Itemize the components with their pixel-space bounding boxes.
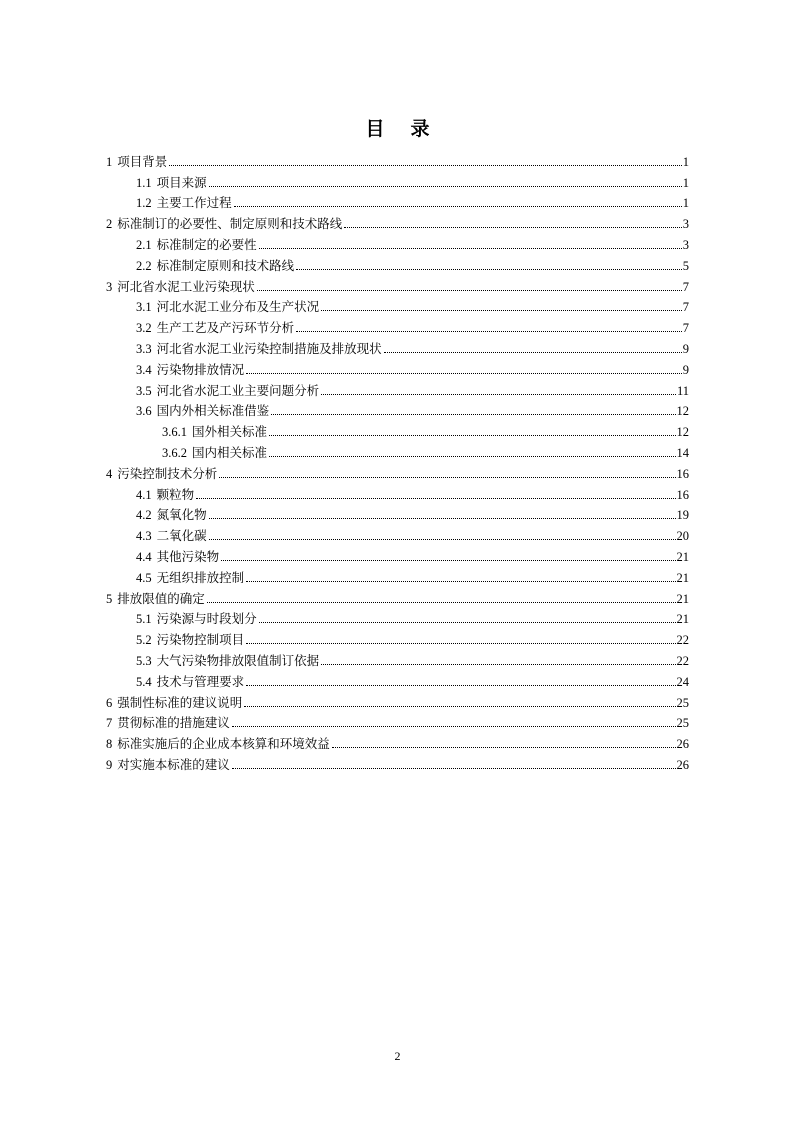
toc-entry-number: 3.6 — [136, 404, 152, 419]
toc-entry-label — [106, 154, 167, 170]
toc-entry[interactable] — [106, 607, 689, 628]
toc-entry-title: 大气污染物排放限值制订依据 — [156, 652, 320, 668]
toc-entry-number: 3 — [106, 279, 113, 294]
toc-entry-page: 5 — [682, 258, 689, 273]
dot-leader — [232, 725, 676, 727]
toc-entry-label — [136, 258, 294, 274]
toc-entry[interactable] — [106, 523, 689, 544]
toc-entry-page: 25 — [676, 716, 689, 731]
toc-entry-page: 7 — [682, 279, 689, 294]
toc-entry-page: 24 — [676, 674, 689, 689]
toc-entry-number: 8 — [106, 737, 113, 752]
toc-entry-page: 19 — [676, 508, 689, 523]
toc-entry-label — [136, 175, 207, 191]
dot-leader — [269, 455, 675, 457]
dot-leader — [332, 746, 676, 748]
toc-entry-number: 3.5 — [136, 383, 152, 398]
toc-entry-page: 1 — [682, 196, 689, 211]
toc-entry-title: 河北水泥工业分布及生产状况 — [156, 299, 320, 315]
toc-entry-number: 4.5 — [136, 570, 152, 585]
table-of-contents — [106, 149, 689, 773]
title-part-2: 录 — [410, 118, 430, 140]
toc-entry-label — [106, 695, 242, 711]
toc-entry-number: 5.4 — [136, 674, 152, 689]
toc-entry-title: 国内外相关标准借鉴 — [156, 403, 270, 419]
toc-entry-label — [136, 570, 244, 586]
toc-entry-title: 污染控制技术分析 — [117, 465, 218, 481]
toc-entry-number: 6 — [106, 695, 113, 710]
dot-leader — [196, 497, 675, 499]
toc-entry-label — [136, 320, 294, 336]
toc-entry-number: 2 — [106, 217, 113, 232]
toc-entry-number: 7 — [106, 716, 113, 731]
toc-entry-label — [106, 216, 342, 232]
toc-entry[interactable] — [106, 711, 689, 732]
toc-entry-label — [136, 653, 319, 669]
dot-leader — [209, 538, 676, 540]
toc-entry-title: 无组织排放控制 — [156, 569, 245, 585]
toc-entry-label — [106, 736, 330, 752]
toc-entry[interactable] — [106, 211, 689, 232]
toc-entry[interactable] — [106, 690, 689, 711]
toc-entry-page: 14 — [676, 445, 689, 460]
toc-entry-title: 二氧化碳 — [156, 528, 207, 544]
toc-entry-title: 标准实施后的企业成本核算和环境效益 — [117, 736, 330, 752]
toc-entry-page: 9 — [682, 341, 689, 356]
toc-entry-page: 3 — [682, 217, 689, 232]
toc-entry[interactable] — [106, 419, 689, 440]
toc-entry-number: 1.1 — [136, 175, 152, 190]
toc-entry-label — [136, 299, 319, 315]
toc-entry-title: 河北省水泥工业污染控制措施及排放现状 — [156, 340, 382, 356]
toc-entry-page: 7 — [682, 321, 689, 336]
dot-leader — [232, 767, 676, 769]
toc-entry-title: 污染物排放情况 — [156, 361, 245, 377]
toc-entry-page: 21 — [676, 549, 689, 564]
toc-entry[interactable] — [106, 544, 689, 565]
toc-entry-label — [136, 362, 244, 378]
toc-entry-title: 河北省水泥工业主要问题分析 — [156, 382, 320, 398]
dot-leader — [296, 330, 682, 332]
toc-entry[interactable] — [106, 336, 689, 357]
toc-entry[interactable] — [106, 274, 689, 295]
toc-entry-number: 3.6.2 — [162, 445, 187, 460]
toc-entry-title: 国外相关标准 — [192, 424, 268, 440]
toc-entry-label — [136, 487, 194, 503]
toc-entry[interactable] — [106, 170, 689, 191]
toc-entry-label — [106, 466, 217, 482]
toc-entry[interactable] — [106, 648, 689, 669]
toc-entry-label — [136, 195, 232, 211]
toc-entry-title: 对实施本标准的建议 — [117, 756, 230, 772]
toc-entry-number: 3.2 — [136, 321, 152, 336]
dot-leader — [384, 351, 682, 353]
toc-entry-label — [106, 279, 255, 295]
toc-entry[interactable] — [106, 357, 689, 378]
toc-entry-label — [136, 507, 207, 523]
toc-entry-number: 2.1 — [136, 237, 152, 252]
toc-entry-label — [136, 383, 319, 399]
toc-entry-label — [136, 632, 244, 648]
toc-entry-title: 国内相关标准 — [192, 444, 268, 460]
toc-entry[interactable] — [106, 482, 689, 503]
title-part-1: 目 — [365, 118, 385, 140]
toc-entry-title: 河北省水泥工业污染现状 — [117, 278, 255, 294]
dot-leader — [209, 517, 676, 519]
toc-entry[interactable] — [106, 565, 689, 586]
toc-entry-page: 3 — [682, 237, 689, 252]
toc-entry-label — [136, 549, 219, 565]
toc-entry-label — [136, 341, 382, 357]
toc-entry-page: 21 — [676, 591, 689, 606]
toc-entry-number: 9 — [106, 757, 113, 772]
toc-entry-page: 20 — [676, 529, 689, 544]
dot-leader — [221, 559, 675, 561]
toc-entry-label — [106, 757, 230, 773]
dot-leader — [259, 247, 682, 249]
dot-leader — [169, 164, 681, 166]
toc-entry-label — [136, 403, 269, 419]
toc-entry-label — [162, 424, 267, 440]
toc-entry-title: 项目背景 — [117, 153, 168, 169]
toc-entry[interactable] — [106, 440, 689, 461]
toc-entry[interactable] — [106, 669, 689, 690]
toc-entry[interactable] — [106, 253, 689, 274]
toc-entry-page: 16 — [676, 466, 689, 481]
toc-entry-page: 22 — [676, 633, 689, 648]
toc-entry[interactable] — [106, 399, 689, 420]
toc-entry-title: 主要工作过程 — [156, 195, 232, 211]
toc-entry-title: 强制性标准的建议说明 — [117, 694, 243, 710]
toc-entry-page: 7 — [682, 300, 689, 315]
toc-entry-label — [136, 611, 257, 627]
dot-leader — [296, 268, 682, 270]
toc-entry-number: 3.3 — [136, 341, 152, 356]
toc-entry[interactable] — [106, 378, 689, 399]
toc-entry-label — [136, 528, 207, 544]
toc-entry[interactable] — [106, 149, 689, 170]
toc-entry-page: 12 — [676, 404, 689, 419]
page-number: 2 — [394, 1049, 401, 1063]
toc-entry-title: 贯彻标准的措施建议 — [117, 715, 230, 731]
toc-entry-title: 污染源与时段划分 — [156, 611, 257, 627]
toc-entry-number: 1.2 — [136, 196, 152, 211]
toc-entry-page: 12 — [676, 425, 689, 440]
toc-entry-page: 26 — [676, 757, 689, 772]
dot-leader — [271, 413, 675, 415]
toc-entry-label — [136, 237, 257, 253]
dot-leader — [207, 601, 676, 603]
toc-entry-label — [106, 591, 205, 607]
dot-leader — [209, 185, 682, 187]
page-title — [0, 114, 795, 141]
toc-entry-number: 5.3 — [136, 653, 152, 668]
toc-entry-number: 4 — [106, 466, 113, 481]
toc-entry-label — [162, 445, 267, 461]
dot-leader — [244, 705, 675, 707]
toc-entry-title: 颗粒物 — [156, 486, 195, 502]
toc-entry-number: 1 — [106, 154, 113, 169]
toc-entry-title: 生产工艺及产污环节分析 — [156, 320, 295, 336]
dot-leader — [259, 621, 676, 623]
toc-entry-page: 22 — [676, 653, 689, 668]
toc-entry-number: 3.1 — [136, 300, 152, 315]
toc-entry-number: 3.6.1 — [162, 425, 187, 440]
toc-entry-number: 5.1 — [136, 612, 152, 627]
toc-entry-page: 21 — [676, 612, 689, 627]
toc-entry-number: 2.2 — [136, 258, 152, 273]
dot-leader — [219, 476, 675, 478]
toc-entry-title: 其他污染物 — [156, 548, 220, 564]
toc-entry-number: 5.2 — [136, 633, 152, 648]
dot-leader — [344, 226, 681, 228]
toc-entry-number: 4.4 — [136, 549, 152, 564]
dot-leader — [246, 580, 675, 582]
toc-entry-title: 氮氧化物 — [156, 507, 207, 523]
toc-entry-page: 1 — [682, 175, 689, 190]
toc-entry[interactable] — [106, 586, 689, 607]
toc-entry-page: 26 — [676, 737, 689, 752]
dot-leader — [321, 663, 675, 665]
toc-entry-page: 16 — [676, 487, 689, 502]
toc-entry-title: 标准制定的必要性 — [156, 236, 257, 252]
toc-entry[interactable] — [106, 232, 689, 253]
dot-leader — [321, 393, 676, 395]
toc-entry-label — [106, 715, 230, 731]
toc-entry[interactable] — [106, 315, 689, 336]
toc-entry-number: 3.4 — [136, 362, 152, 377]
toc-entry-number: 5 — [106, 591, 113, 606]
toc-entry-page: 11 — [676, 383, 689, 398]
toc-entry-page: 21 — [676, 570, 689, 585]
dot-leader — [269, 434, 675, 436]
dot-leader — [246, 642, 675, 644]
toc-entry[interactable] — [106, 191, 689, 212]
dot-leader — [234, 205, 682, 207]
toc-entry-title: 标准制定原则和技术路线 — [156, 257, 295, 273]
toc-entry[interactable] — [106, 461, 689, 482]
dot-leader — [321, 309, 682, 311]
toc-entry[interactable] — [106, 503, 689, 524]
toc-entry-title: 污染物控制项目 — [156, 632, 245, 648]
toc-entry-number: 4.1 — [136, 487, 152, 502]
toc-entry[interactable] — [106, 752, 689, 773]
dot-leader — [246, 372, 682, 374]
toc-entry-title: 技术与管理要求 — [156, 673, 245, 689]
toc-entry[interactable] — [106, 295, 689, 316]
toc-entry-label — [136, 674, 244, 690]
toc-entry-number: 4.3 — [136, 529, 152, 544]
toc-entry-title: 排放限值的确定 — [117, 590, 205, 606]
dot-leader — [246, 684, 675, 686]
toc-entry-page: 25 — [676, 695, 689, 710]
toc-entry-number: 4.2 — [136, 508, 152, 523]
toc-entry-page: 1 — [682, 154, 689, 169]
toc-entry-title: 标准制订的必要性、制定原则和技术路线 — [117, 216, 343, 232]
dot-leader — [257, 289, 682, 291]
toc-entry[interactable] — [106, 731, 689, 752]
toc-entry[interactable] — [106, 627, 689, 648]
toc-entry-title: 项目来源 — [156, 174, 207, 190]
toc-entry-page: 9 — [682, 362, 689, 377]
